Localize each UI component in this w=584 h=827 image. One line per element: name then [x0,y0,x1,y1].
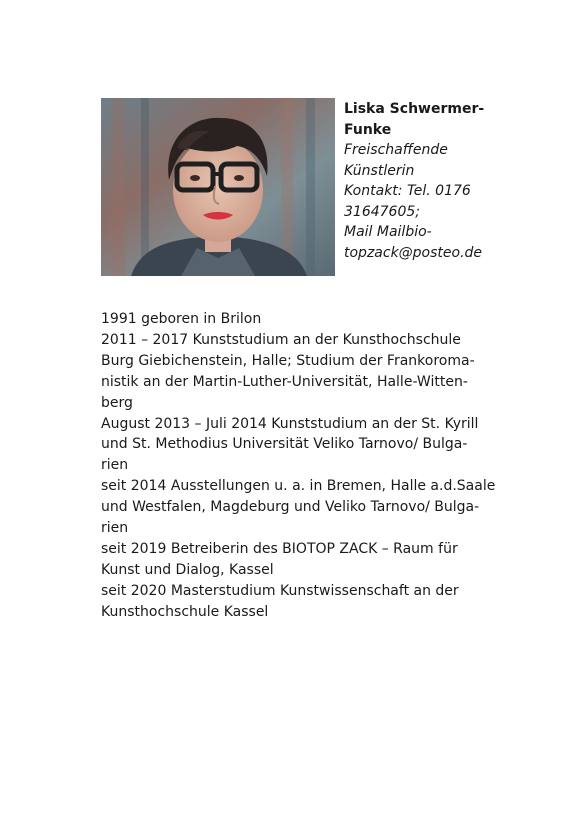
bio-line: seit 2014 Ausstellungen u. a. in Bremen, Halle a.d.Saale [101,478,496,495]
bio-line: Burg Giebichenstein, Halle; Studium der Frankoroma- [101,352,475,369]
bio-line: Kunst und Dialog, Kassel [101,561,274,578]
bio-line: seit 2019 Betreiberin des BIOTOP ZACK – Raum für [101,540,458,557]
profession-line-1: Freischaffende [344,142,448,158]
bio-line: und St. Methodius Universität Veliko Tarnovo/ Bulga- [101,436,468,453]
bio-line: Kunsthochschule Kassel [101,603,269,620]
bio-line: August 2013 – Juli 2014 Kunststudium an der St. Kyrill [101,415,479,432]
profession-line-2: Künstlerin [344,162,415,179]
bio-line: berg [101,394,133,411]
email-line-2: topzack@posteo.de [344,244,483,261]
bio-line: und Westfalen, Magdeburg und Veliko Tarnovo/ Bulga- [101,499,480,516]
biography [101,309,496,623]
bio-line: 2011 – 2017 Kunststudium an der Kunsthochschule [101,331,461,348]
artist-name-line-2: Funke [344,121,392,138]
phone-line-2: 31647605; [344,203,420,220]
bio-line: 1991 geboren in Brilon [101,311,262,327]
portrait-photo-illustration [101,98,335,276]
contact-block [344,99,494,263]
bio-line: seit 2020 Masterstudium Kunstwissenschaft an der [101,582,459,599]
portrait-photo [101,98,335,276]
email-line-1: Mail Mailbio- [344,224,432,240]
bio-line: rien [101,457,129,474]
phone-line-1: Kontakt: Tel. 0176 [344,183,471,199]
bio-line: nistik an der Martin-Luther-Universität, Halle-Witten- [101,373,468,390]
artist-name-line-1: Liska Schwermer- [344,101,485,117]
bio-line: rien [101,520,129,537]
